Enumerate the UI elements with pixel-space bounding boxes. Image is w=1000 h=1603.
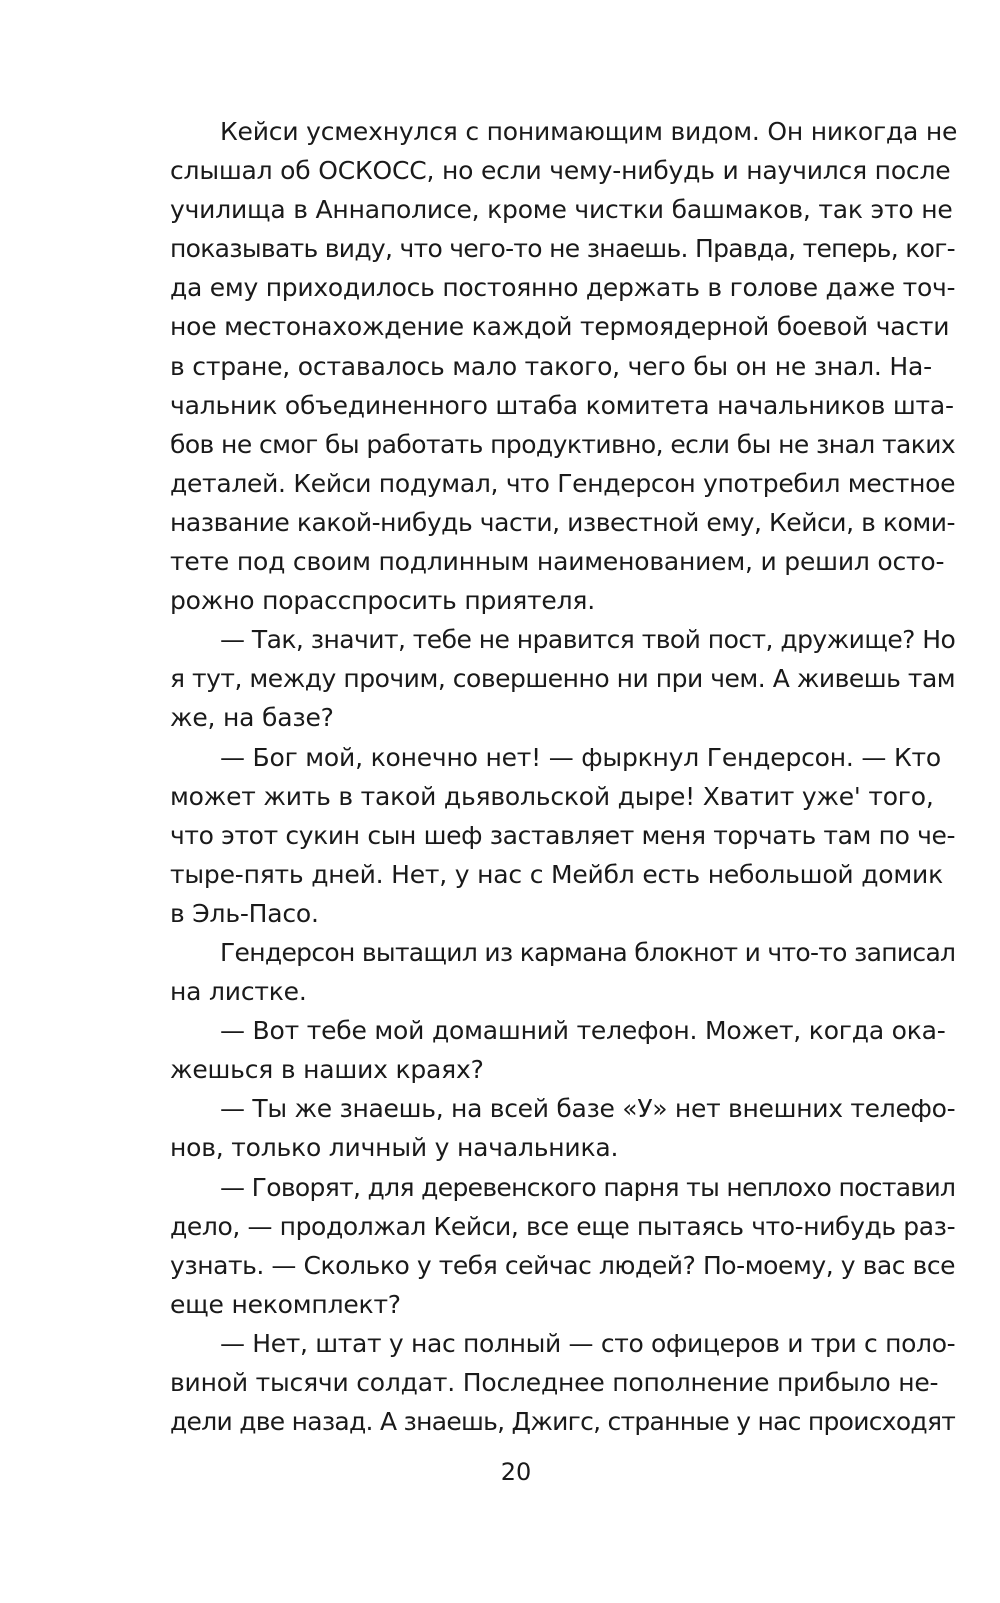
- text-line: да ему приходилось постоянно держать в голове даже точ-: [170, 273, 956, 303]
- text-line: же, на базе?: [170, 703, 334, 733]
- text-line: дело, — продолжал Кейси, все еще пытаясь что-нибудь раз-: [170, 1211, 956, 1241]
- text-line: в стране, оставалось мало такого, чего бы он не знал. На-: [170, 351, 932, 381]
- text-line: тыре-пять дней. Нет, у нас с Мейбл есть небольшой домик: [170, 859, 943, 889]
- paragraph-3: [120, 738, 956, 933]
- text-line: нов, только личный у начальника.: [170, 1133, 619, 1163]
- text-line: рожно порасспросить приятеля.: [170, 586, 595, 616]
- text-line: деталей. Кейси подумал, что Гендерсон употребил местное: [170, 468, 956, 498]
- text-line: — Говорят, для деревенского парня ты неплохо поставил: [220, 1172, 956, 1202]
- paragraph-7: [120, 1168, 956, 1324]
- paragraph-1: [120, 112, 958, 620]
- text-line: название какой-нибудь части, известной ему, Кейси, в коми-: [170, 507, 956, 537]
- text-line: может жить в такой дьявольской дыре! Хватит уже' того,: [170, 781, 934, 811]
- paragraph-8: [120, 1324, 956, 1441]
- text-line: — Нет, штат у нас полный — сто офицеров и три с поло-: [220, 1328, 956, 1358]
- paragraph-2: [120, 620, 956, 737]
- body-text: [120, 112, 958, 1441]
- paragraph-4: [120, 933, 956, 1011]
- text-line: — Вот тебе мой домашний телефон. Может, когда ока-: [220, 1016, 946, 1046]
- text-line: что этот сукин сын шеф заставляет меня торчать там по че-: [170, 820, 956, 850]
- text-line: в Эль-Пасо.: [170, 898, 319, 928]
- text-line: узнать. — Сколько у тебя сейчас людей? По-моему, у вас все: [170, 1250, 956, 1280]
- text-line: чальник объединенного штаба комитета начальников шта-: [170, 390, 954, 420]
- text-line: я тут, между прочим, совершенно ни при чем. А живешь там: [170, 664, 956, 694]
- text-line: еще некомплект?: [170, 1289, 401, 1319]
- text-line: Гендерсон вытащил из кармана блокнот и что-то записал: [220, 937, 956, 967]
- paragraph-6: [120, 1089, 956, 1167]
- text-line: бов не смог бы работать продуктивно, если бы не знал таких: [170, 429, 956, 459]
- text-line: виной тысячи солдат. Последнее пополнение прибыло не-: [170, 1368, 939, 1397]
- text-line: — Так, значит, тебе не нравится твой пост, дружище? Но: [220, 625, 956, 655]
- text-line: жешься в наших краях?: [170, 1055, 484, 1085]
- page-number: 20: [500, 1458, 532, 1486]
- text-line: показывать виду, что чего-то не знаешь. Правда, теперь, ког-: [170, 234, 955, 264]
- text-line: — Бог мой, конечно нет! — фыркнул Гендерсон. — Кто: [220, 742, 941, 772]
- text-line: училища в Аннаполисе, кроме чистки башмаков, так это не: [170, 195, 953, 225]
- text-line: ное местонахождение каждой термоядерной боевой части: [170, 312, 950, 342]
- text-line: слышал об ОСКОСС, но если чему-нибудь и научился после: [170, 156, 951, 186]
- paragraph-5: [120, 1011, 946, 1089]
- text-line: — Ты же знаешь, на всей базе «У» нет внешних телефо-: [220, 1094, 956, 1124]
- text-line: дели две назад. А знаешь, Джигс, странные у нас происходят: [170, 1407, 956, 1437]
- text-line: тете под своим подлинным наименованием, и решил осто-: [170, 547, 945, 577]
- text-line: Кейси усмехнулся с понимающим видом. Он никогда не: [220, 117, 958, 146]
- text-line: на листке.: [170, 977, 307, 1007]
